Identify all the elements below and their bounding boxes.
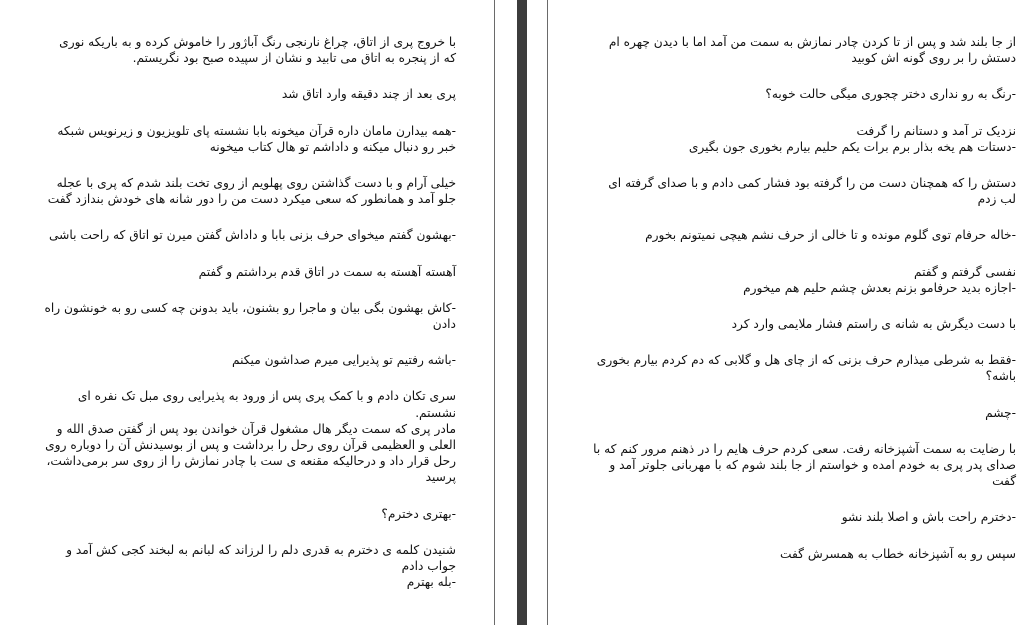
left-paragraph-4: خیلی آرام و با دست گذاشتن روی پهلویم از روی تخت بلند شدم که پری با عجله جلو آمد و همانطور که سعی میکرد دست من را دور شانه های خودش بندازد گفت xyxy=(47,176,456,207)
left-paragraph-5: -بهشون گفتم میخوای حرف بزنی بابا و داداش گفتن میرن تو اتاق که راحت باشی xyxy=(49,228,456,243)
left-paragraph-2: پری بعد از چند دقیقه وارد اتاق شد xyxy=(281,87,456,102)
left-paragraph-7: -کاش بهشون بگی بیان و ماجرا رو بشنون، باید بدونن چه کسی رو به خونشون راه دادن xyxy=(44,300,456,332)
left-paragraph-3: -همه بیدارن مامان داره قرآن میخونه بابا نشسته پای تلویزیون و زیرنویس شبکه خبر رو دنبال میکنه و داداشم تو هال کتاب میخونه xyxy=(57,123,456,154)
left-page-edge xyxy=(494,0,495,625)
left-paragraph-9: سری تکان دادم و با کمک پری پس از ورود به پذیرایی روی مبل تک نفره ای نشستم. مادر پری که سمت دیگر هال مشغول قرآن خواندن بود پس از گفتن صدق الله و العلی و العظیمی قرآن روی رحل را برداشت و پس از بوسیدنش آن را دوباره روی رحل قرار داد و درحالیکه مقنعه ی ست با چادر نمازش را از روی سر برمی‌داشت، پرسید xyxy=(45,389,456,485)
right-paragraph-5: -خاله حرفام توی گلوم مونده و تا خالی از حرف نشم هیچی نمیتونم بخورم xyxy=(645,228,1016,243)
left-paragraph-6: آهسته آهسته به سمت در اتاق قدم برداشتم و گفتم xyxy=(198,264,456,279)
left-paragraph-10: -بهتری دخترم؟ xyxy=(381,506,456,521)
book-spine xyxy=(517,0,527,625)
right-page xyxy=(548,0,1032,625)
right-paragraph-7: با دست دیگرش به شانه ی راستم فشار ملایمی وارد کرد xyxy=(731,317,1016,332)
left-paragraph-8: -باشه رفتیم تو پذیرایی میرم صداشون میکنم xyxy=(232,353,456,368)
left-paragraph-1: با خروج پری از اتاق، چراغ نارنجی رنگ آباژور را خاموش کرده و به باریکه نوری که از پنجره به اتاق می تابید و نشان از سپیده صبح بود نگریستم. xyxy=(59,35,456,66)
right-paragraph-1: از جا بلند شد و پس از تا کردن چادر نمازش به سمت من آمد اما با دیدن چهره ام دستش را بر روی گونه اش کوبید xyxy=(608,35,1016,66)
left-page xyxy=(0,0,494,625)
left-paragraph-11: شنیدن کلمه ی دخترم به قدری دلم را لرزاند که لبانم به لبخند کجی کش آمد و جواب دادم -بله بهترم xyxy=(66,542,456,590)
right-paragraph-2: -رنگ به رو نداری دختر چجوری میگی حالت خوبه؟ xyxy=(765,87,1016,102)
right-paragraph-3: نزدیک تر آمد و دستانم را گرفت -دستات هم یخه بذار برم برات یکم حلیم بیارم بخوری جون بگیری xyxy=(688,123,1016,154)
right-paragraph-10: با رضایت به سمت آشپزخانه رفت. سعی کردم حرف هایم را در ذهنم مرور کنم که با صدای پدر پری به خودم امده و خواستم از جا بلند شوم که با مهربانی جلوتر آمد و گفت xyxy=(593,441,1016,489)
right-paragraph-8: -فقط به شرطی میذارم حرف بزنی که از چای هل و گلابی که دم کردم بیارم بخوری باشه؟ xyxy=(596,353,1016,384)
right-paragraph-12: سپس رو به آشپزخانه خطاب به همسرش گفت xyxy=(780,546,1016,561)
right-paragraph-9: -چشم xyxy=(985,405,1016,420)
right-paragraph-4: دستش را که همچنان دست من را گرفته بود فشار کمی دادم و با صدای گرفته ای لب زدم xyxy=(608,176,1016,207)
right-paragraph-6: نفسی گرفتم و گفتم -اجازه بدید حرفامو بزنم بعدش چشم حلیم هم میخورم xyxy=(743,264,1016,295)
right-paragraph-11: -دخترم راحت باش و اصلا بلند نشو xyxy=(841,510,1016,525)
